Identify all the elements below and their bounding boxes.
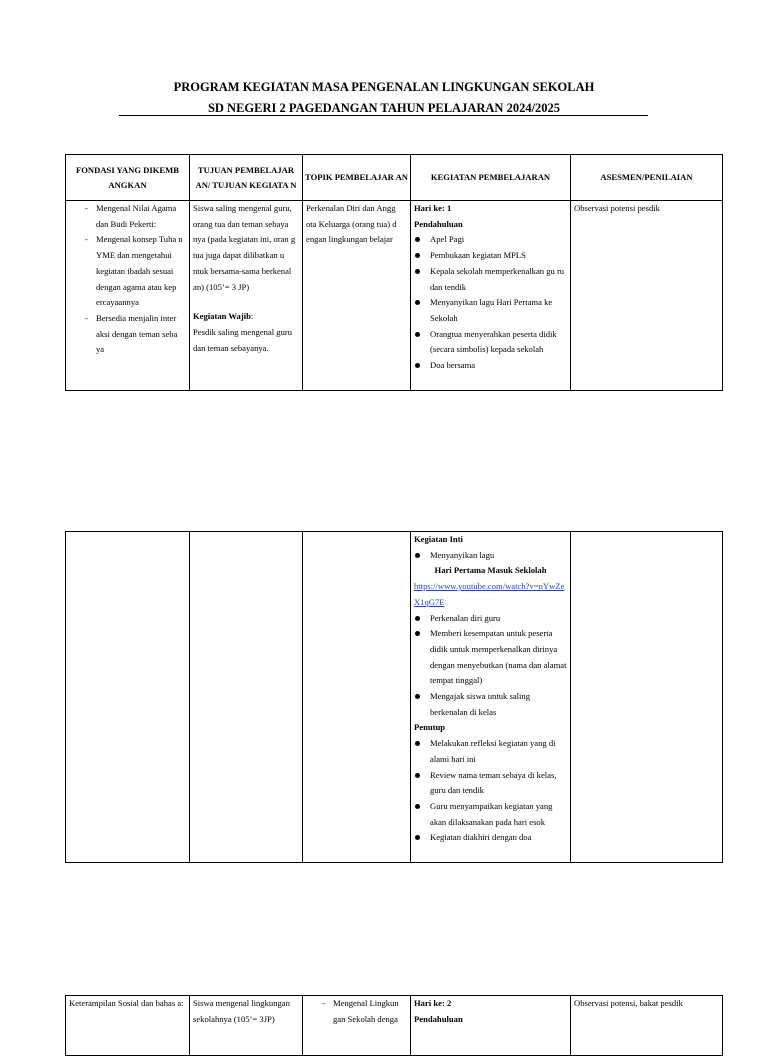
title-underline bbox=[119, 115, 648, 116]
inti-first-list bbox=[414, 548, 567, 564]
list-item: - Bersedia menjalin inter aksi dengan teman seba ya bbox=[69, 311, 186, 358]
header-topik: TOPIK PEMBELAJAR AN bbox=[303, 155, 411, 201]
topik-cell bbox=[303, 532, 411, 863]
fondasi-cell bbox=[66, 532, 190, 863]
table-row bbox=[66, 996, 723, 1056]
list-item: Melakukan refleksi kegiatan yang di alami hari ini bbox=[414, 736, 567, 767]
spacer bbox=[193, 295, 299, 309]
list-item: Pembukaan kegiatan MPLS bbox=[414, 248, 567, 264]
inti-list bbox=[414, 611, 567, 721]
asesmen-cell bbox=[571, 532, 723, 863]
penutup-heading: Penutup bbox=[414, 722, 446, 733]
document-title-line1: PROGRAM KEGIATAN MASA PENGENALAN LINGKUNGAN SEKOLAH bbox=[173, 80, 595, 94]
hari-ke-value: : 1 bbox=[441, 203, 452, 213]
fondasi-cell: Keterampilan Sosial dan bahas a: bbox=[66, 996, 190, 1056]
activity-table-day1 bbox=[65, 154, 723, 391]
asesmen-cell: Observasi potensi pesdik bbox=[571, 201, 723, 391]
activity-table-day2 bbox=[65, 995, 723, 1056]
list-item: Guru menyampaikan kegiatan yang akan dilaksanakan pada hari esok bbox=[414, 799, 567, 830]
hari-ke-label: Hari ke bbox=[414, 203, 442, 213]
kegiatan-wajib-colon: : bbox=[250, 311, 254, 322]
header-tujuan: TUJUAN PEMBELAJAR AN/ TUJUAN KEGIATA N bbox=[190, 155, 303, 201]
kegiatan-inti-heading: Kegiatan Inti bbox=[414, 534, 463, 544]
list-item: Review nama teman sebaya di kelas, guru dan tendik bbox=[414, 768, 567, 799]
list-item: - Mengenal Nilai Agama dan Budi Pekerti: bbox=[69, 201, 186, 232]
kegiatan-wajib-label: Kegiatan Wajib bbox=[193, 311, 251, 322]
hari-ke bbox=[414, 996, 567, 1012]
activity-table-day1-continued bbox=[65, 531, 723, 863]
list-item: Perkenalan diri guru bbox=[414, 611, 567, 627]
table-row bbox=[66, 532, 723, 863]
tujuan-cell bbox=[190, 201, 303, 391]
table-row bbox=[66, 201, 723, 391]
list-item: Menyanyikan lagu Hari Pertama ke Sekolah bbox=[414, 295, 567, 326]
tujuan-cell: Siswa mengenal lingkungan sekolahnya (105’= 3JP) bbox=[190, 996, 303, 1056]
tujuan-cell bbox=[190, 532, 303, 863]
hari-ke bbox=[414, 201, 567, 217]
topik-cell: Perkenalan Diri dan Angg ota Keluarga (orang tua) d engan lingkungan belajar bbox=[303, 201, 411, 391]
kegiatan-cell bbox=[411, 996, 571, 1056]
kegiatan-wajib-text: Pesdik saling mengenal guru dan teman sebayanya. bbox=[193, 326, 293, 353]
youtube-link[interactable]: https://www.youtube.com/watch?v=nYwZeX1qG7E bbox=[414, 581, 565, 607]
kegiatan-wajib-heading bbox=[193, 309, 299, 325]
list-item: Kepala sekolah memperkenalkan gu ru dan tendik bbox=[414, 264, 567, 295]
fondasi-list bbox=[69, 201, 186, 358]
song-title: Hari Pertama Masuk Seklolah bbox=[434, 565, 547, 576]
document-title-line2: SD NEGERI 2 PAGEDANGAN TAHUN PELAJARAN 2024/2025 bbox=[207, 101, 561, 115]
topik-list bbox=[306, 996, 407, 1027]
table-header-row bbox=[66, 155, 723, 201]
hari-ke-value: : 2 bbox=[441, 998, 452, 1008]
kegiatan-cell bbox=[411, 532, 571, 863]
header-fondasi: FONDASI YANG DIKEMB ANGKAN bbox=[66, 155, 190, 201]
list-item: - Mengenal Lingkun gan Sekolah denga bbox=[306, 996, 407, 1027]
list-item: Mengajak siswa untuk saling berkenalan di kelas bbox=[414, 689, 567, 720]
pendahuluan-list bbox=[414, 232, 567, 373]
tujuan-text: Siswa saling mengenal guru, orang tua dan teman sebaya nya (pada kegiatan ini, oran g tua juga dapat dilibatkan u ntuk bersama-sama berkenal an) (105’= 3 JP) bbox=[193, 203, 296, 292]
list-item: Kegiatan diakhiri dengan doa bbox=[414, 830, 567, 846]
list-item: - Mengenal konsep Tuha n YME dan mengetahui kegiatan ibadah sesuai dengan agama atau kep ercayaannya bbox=[69, 232, 186, 311]
hari-ke-label: Hari ke bbox=[414, 998, 442, 1008]
pendahuluan-heading: Pendahuluan bbox=[414, 218, 463, 229]
header-asesmen: ASESMEN/PENILAIAN bbox=[571, 155, 723, 201]
list-item: Menyanyikan lagu bbox=[414, 548, 567, 564]
kegiatan-cell bbox=[411, 201, 571, 391]
asesmen-cell: Observasi potensi, bakat pesdik bbox=[571, 996, 723, 1056]
topik-cell bbox=[303, 996, 411, 1056]
fondasi-cell bbox=[66, 201, 190, 391]
header-kegiatan: KEGIATAN PEMBELAJARAN bbox=[411, 155, 571, 201]
penutup-list bbox=[414, 736, 567, 846]
list-item: Doa bersama bbox=[414, 358, 567, 374]
list-item: Orangtua menyerahkan peserta didik (secara simbolis) kepada sekolah bbox=[414, 327, 567, 358]
list-item: Memberi kesempatan untuk peserta didik untuk memperkenalkan dirinya dengan menyebutkan (nama dan alamat tempat tinggal) bbox=[414, 626, 567, 689]
list-item: Apel Pagi bbox=[414, 232, 567, 248]
pendahuluan-heading: Pendahuluan bbox=[414, 1013, 463, 1024]
